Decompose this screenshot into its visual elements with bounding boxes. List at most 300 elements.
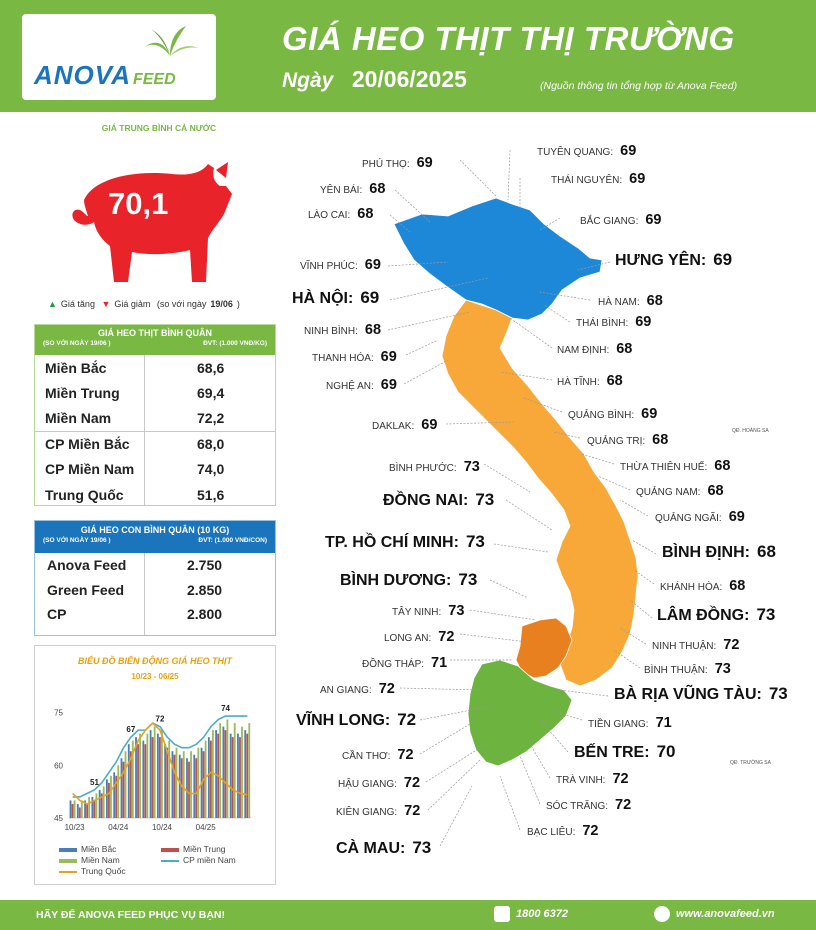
- piglet-table-title: GIÁ HEO CON BÌNH QUÂN (10 KG): [80, 525, 230, 535]
- chart-bar: [203, 751, 205, 818]
- province-price: 68: [714, 458, 731, 474]
- logo-wordmark: [34, 60, 176, 91]
- chart-bar: [79, 807, 81, 818]
- province-label: [325, 532, 485, 552]
- province-price: 68: [707, 483, 724, 499]
- piglet-table-row: [35, 553, 275, 578]
- province-price: 68: [729, 578, 746, 594]
- legend-swatch: [59, 871, 77, 873]
- chart-bar: [248, 723, 250, 818]
- chart-bar: [74, 800, 76, 818]
- piglet-table-body: [35, 553, 275, 627]
- market-table-row: [35, 432, 275, 457]
- chart-bar: [232, 737, 234, 818]
- map-region-mekong: [468, 660, 572, 766]
- province-label: [336, 802, 420, 820]
- chart-legend-item: [59, 866, 126, 876]
- piglet-table-row: [35, 578, 275, 603]
- province-label: [336, 838, 431, 858]
- province-name: VĨNH LONG:: [296, 712, 391, 729]
- province-label: [598, 292, 663, 310]
- chart-bar: [244, 730, 246, 818]
- province-label: [372, 416, 437, 434]
- province-price: 73: [756, 605, 776, 624]
- piglet-table-row: [35, 602, 275, 627]
- province-price: 72: [612, 771, 629, 787]
- province-label: [320, 680, 395, 698]
- province-label: [392, 602, 464, 620]
- province-label: [300, 256, 381, 274]
- chart-bar: [188, 762, 190, 818]
- province-name: TRÀ VINH:: [556, 775, 606, 786]
- province-price: 68: [364, 322, 382, 338]
- market-table-row-value: 51,6: [197, 486, 225, 503]
- province-name: LONG AN:: [384, 633, 432, 644]
- header-bar: [0, 0, 816, 112]
- province-name: BÌNH PHƯỚC:: [389, 463, 457, 474]
- page-title: GIÁ HEO THỊT THỊ TRƯỜNG: [282, 20, 735, 57]
- globe-icon: [654, 906, 670, 922]
- market-table-row-name: Miền Bắc: [45, 359, 107, 376]
- chart-bar: [86, 804, 88, 818]
- chart-bar: [70, 800, 72, 818]
- province-leader-line: [620, 500, 648, 516]
- chart-x-tick: 04/24: [108, 823, 129, 832]
- province-name: VĨNH PHÚC:: [300, 261, 358, 272]
- province-name: QUẢNG TRỊ:: [587, 436, 646, 447]
- province-leader-line: [406, 340, 438, 355]
- province-label: [384, 628, 454, 646]
- market-table-row-name: Trung Quốc: [45, 486, 124, 503]
- chart-data-label: 74: [221, 704, 230, 714]
- province-name: TÂY NINH:: [392, 607, 442, 618]
- province-name: YÊN BÁI:: [320, 185, 363, 196]
- province-price: 69: [620, 143, 637, 159]
- legend-up-label: Giá tăng: [60, 299, 95, 309]
- province-label: [296, 710, 416, 730]
- legend-swatch: [161, 860, 179, 862]
- province-label: [551, 170, 645, 188]
- province-name: NINH THUẬN:: [652, 641, 717, 652]
- price-legend: [48, 299, 244, 309]
- province-name: BẠC LIÊU:: [527, 827, 576, 838]
- market-table-header: [35, 325, 275, 355]
- province-label: [657, 605, 775, 625]
- piglet-table-row-value: 2.800: [187, 606, 223, 623]
- province-price: 68: [369, 181, 386, 197]
- market-table-row-value: 74,0: [197, 461, 225, 478]
- chart-bar: [152, 737, 154, 818]
- national-average-title: GIÁ TRUNG BÌNH CẢ NƯỚC: [101, 123, 217, 133]
- province-name: QUẢNG BÌNH:: [568, 410, 635, 421]
- province-price: 68: [757, 542, 776, 561]
- province-leader-line: [484, 464, 530, 492]
- chart-data-label: 72: [155, 714, 165, 724]
- province-name: BÌNH ĐỊNH:: [662, 544, 750, 561]
- province-name: AN GIANG:: [320, 685, 372, 696]
- province-price: 73: [768, 684, 788, 703]
- chart-bar: [193, 755, 195, 818]
- province-price: 71: [431, 655, 448, 671]
- province-price: 70: [656, 742, 676, 761]
- market-table-row: [35, 457, 275, 482]
- province-price: 69: [421, 417, 438, 433]
- province-price: 69: [380, 349, 397, 365]
- province-price: 73: [465, 532, 485, 551]
- province-price: 72: [723, 637, 740, 653]
- province-name: NINH BÌNH:: [304, 326, 358, 337]
- province-name: BÀ RỊA VŨNG TÀU:: [614, 686, 762, 703]
- logo-sub-text: FEED: [132, 71, 176, 88]
- chart-bar: [110, 776, 112, 818]
- chart-bar: [159, 737, 161, 818]
- national-average-value: 70,1: [108, 186, 169, 221]
- province-price: 72: [397, 747, 414, 763]
- footer-bar: [0, 900, 816, 930]
- province-name: BÌNH DƯƠNG:: [340, 572, 452, 589]
- province-label: [308, 205, 373, 223]
- province-price: 72: [404, 803, 421, 819]
- province-price: 73: [412, 838, 432, 857]
- chart-bar: [183, 751, 185, 818]
- chart-bar: [121, 758, 123, 818]
- chart-legend-item: [161, 855, 236, 865]
- province-label: [615, 250, 732, 270]
- leaf-icon: [140, 24, 200, 58]
- market-table-body: [35, 355, 275, 507]
- chart-bar: [230, 734, 232, 818]
- date-label: Ngày: [282, 69, 334, 92]
- chart-bar: [168, 741, 170, 818]
- market-table-row-name: Miền Nam: [45, 409, 112, 426]
- legend-label: Miền Bắc: [81, 844, 117, 854]
- chart-bar: [219, 723, 221, 818]
- phone-icon: [494, 906, 510, 922]
- piglet-table-compare: (SO VỚI NGÀY 19/06 ): [43, 537, 111, 544]
- legend-compare-date: 19/06: [210, 299, 233, 309]
- market-table-row-value: 68,6: [197, 359, 225, 376]
- market-table-row-value: 69,4: [197, 384, 225, 401]
- province-label: [587, 431, 668, 449]
- market-table-divider: [144, 355, 145, 506]
- province-label: [662, 542, 776, 562]
- chart-x-tick: 10/23: [64, 823, 85, 832]
- province-price: 72: [582, 823, 599, 839]
- chart-data-label: 51: [90, 777, 99, 787]
- province-label: [644, 660, 731, 678]
- chart-legend-item: [59, 844, 116, 854]
- province-leader-line: [460, 160, 496, 196]
- province-leader-line: [544, 305, 570, 322]
- province-price: 69: [380, 377, 397, 393]
- market-price-table: [34, 324, 276, 506]
- chart-bar: [195, 758, 197, 818]
- province-price: 69: [645, 212, 662, 228]
- chart-x-tick: 04/25: [195, 823, 216, 832]
- province-label: [326, 376, 397, 394]
- province-label: [556, 770, 629, 788]
- chart-bar: [137, 744, 139, 818]
- chart-bar: [88, 797, 90, 818]
- province-label: [304, 321, 381, 339]
- chart-bar: [81, 800, 83, 818]
- chart-y-tick: 45: [54, 814, 63, 823]
- province-name: BÌNH THUẬN:: [644, 665, 708, 676]
- province-name: DAKLAK:: [372, 421, 415, 432]
- chart-bar: [205, 741, 207, 818]
- province-price: 73: [475, 490, 495, 509]
- province-label: [636, 482, 724, 500]
- province-price: 72: [403, 775, 421, 791]
- market-table-row: [35, 482, 275, 507]
- province-leader-line: [530, 744, 550, 778]
- chart-bar: [210, 741, 212, 818]
- piglet-table-row-name: CP: [47, 606, 67, 623]
- province-leader-line: [440, 786, 472, 846]
- province-leader-line: [404, 360, 448, 384]
- chart-bar: [144, 744, 146, 818]
- province-label: [620, 457, 730, 475]
- legend-label: Miền Nam: [81, 855, 120, 865]
- chart-bar: [139, 734, 141, 818]
- chart-bar: [237, 734, 239, 818]
- chart-bar: [164, 744, 166, 818]
- vietnam-map: [290, 120, 790, 880]
- chart-bar: [246, 734, 248, 818]
- chart-bar: [142, 741, 144, 818]
- province-name: QUẢNG NGÃI:: [655, 513, 722, 524]
- piglet-table-row-name: Green Feed: [47, 581, 125, 598]
- legend-swatch: [59, 848, 77, 852]
- province-name: HÀ NAM:: [598, 297, 640, 308]
- province-label: [588, 714, 672, 732]
- chart-bar: [108, 783, 110, 818]
- province-price: 73: [714, 661, 731, 677]
- province-price: 69: [360, 288, 380, 307]
- market-table-compare: (SO VỚI NGÀY 19/06 ): [43, 340, 111, 347]
- province-label: [292, 288, 379, 308]
- chart-bar: [146, 734, 148, 818]
- chart-bar: [106, 779, 108, 818]
- chart-bar: [225, 730, 227, 818]
- market-table-row-value: 72,2: [197, 409, 225, 426]
- chart-bar: [172, 751, 174, 818]
- footer-slogan: HÃY ĐỂ ANOVA FEED PHỤC VỤ BẠN!: [36, 909, 226, 921]
- chart-bar: [103, 786, 105, 818]
- chart-y-tick: 60: [54, 761, 63, 771]
- legend-swatch: [59, 859, 77, 863]
- market-table-row-name: CP Miền Bắc: [45, 436, 130, 453]
- legend-label: CP miền Nam: [183, 855, 236, 865]
- chart-y-tick: 75: [54, 708, 63, 718]
- province-label: [655, 508, 745, 526]
- province-name: NGHỆ AN:: [326, 381, 374, 392]
- chart-bar: [93, 800, 95, 818]
- chart-bar: [113, 772, 115, 818]
- triangle-up-icon: ▲: [48, 299, 57, 309]
- market-table-title: GIÁ HEO THỊT BÌNH QUÂN: [98, 328, 212, 338]
- chart-data-label: 67: [126, 725, 136, 735]
- province-leader-line: [494, 544, 548, 552]
- chart-bar: [197, 748, 199, 818]
- province-leader-line: [520, 756, 540, 804]
- province-name: TP. HỒ CHÍ MINH:: [325, 534, 459, 551]
- chart-bar: [154, 727, 156, 818]
- province-price: 68: [357, 206, 374, 222]
- province-label: [342, 746, 414, 764]
- chart-legend-item: [161, 844, 226, 854]
- province-price: 72: [615, 797, 632, 813]
- market-table-row: [35, 380, 275, 405]
- islands-hoang-sa: QĐ. HOÀNG SA: [732, 428, 769, 434]
- province-label: [362, 154, 433, 172]
- province-name: HÀ NỘI:: [292, 290, 354, 307]
- piglet-price-table: [34, 520, 276, 636]
- legend-compare-text: (so với ngày: [156, 299, 207, 309]
- province-name: HÀ TĨNH:: [557, 377, 600, 388]
- province-label: [660, 577, 745, 595]
- chart-bar: [77, 804, 79, 818]
- chart-bar: [161, 730, 163, 818]
- chart-bar: [174, 755, 176, 818]
- legend-label: Miền Trung: [183, 844, 226, 854]
- chart-bar: [227, 720, 229, 818]
- legend-compare-close: ): [236, 299, 240, 309]
- province-price: 69: [416, 155, 433, 171]
- province-label: [568, 405, 657, 423]
- province-label: [576, 313, 651, 331]
- province-label: [362, 654, 447, 672]
- piglet-table-header: [35, 521, 275, 553]
- chart-bar: [91, 797, 93, 818]
- province-label: [383, 490, 494, 510]
- province-label: [574, 742, 675, 762]
- market-table-row: [35, 405, 275, 430]
- province-price: 72: [378, 681, 395, 697]
- province-label: [557, 340, 632, 358]
- province-price: 68: [616, 341, 633, 357]
- province-price: 69: [629, 171, 646, 187]
- legend-down-label: Giá giảm: [114, 299, 151, 309]
- province-name: THỪA THIÊN HUẾ:: [620, 462, 708, 473]
- province-label: [527, 822, 599, 840]
- province-label: [338, 774, 420, 792]
- province-price: 73: [463, 459, 480, 475]
- chart-bar: [157, 734, 159, 818]
- province-name: KHÁNH HÒA:: [660, 582, 723, 593]
- chart-bar: [72, 804, 74, 818]
- province-leader-line: [420, 724, 470, 754]
- province-price: 73: [448, 603, 465, 619]
- province-name: HẬU GIANG:: [338, 779, 397, 790]
- province-price: 68: [646, 293, 663, 309]
- chart-bar: [190, 751, 192, 818]
- triangle-down-icon: ▼: [101, 299, 111, 309]
- province-label: [557, 372, 623, 390]
- province-name: LÀO CAI:: [308, 210, 351, 221]
- province-price: 73: [458, 570, 478, 589]
- market-table-unit: ĐVT: (1.000 VNĐ/KG): [203, 340, 267, 347]
- province-price: 69: [364, 257, 381, 273]
- province-leader-line: [490, 580, 528, 598]
- province-name: PHÚ THỌ:: [362, 159, 410, 170]
- province-leader-line: [428, 760, 480, 810]
- province-price: 72: [438, 629, 455, 645]
- chart-subtitle: 10/23 - 06/25: [131, 672, 179, 681]
- islands-truong-sa: QĐ. TRƯỜNG SA: [730, 760, 771, 766]
- footer-phone[interactable]: 1800 6372: [516, 908, 568, 920]
- province-leader-line: [500, 776, 520, 830]
- province-name: SÓC TRĂNG:: [546, 801, 609, 812]
- province-label: [614, 684, 788, 704]
- piglet-table-row-name: Anova Feed: [47, 557, 127, 574]
- province-price: 71: [655, 715, 672, 731]
- piglet-table-divider: [144, 553, 145, 635]
- province-name: CẦN THƠ:: [342, 751, 391, 762]
- province-price: 68: [652, 432, 669, 448]
- chart-title: BIỂU ĐỒ BIẾN ĐỘNG GIÁ HEO THỊT: [77, 656, 232, 666]
- province-leader-line: [506, 500, 552, 530]
- chart-bar: [117, 765, 119, 818]
- logo-main-text: ANOVA: [34, 60, 131, 90]
- province-name: TUYÊN QUANG:: [537, 147, 614, 158]
- chart-bar: [150, 730, 152, 818]
- province-label: [389, 458, 480, 476]
- chart-bar: [99, 790, 101, 818]
- province-leader-line: [470, 610, 536, 620]
- province-price: 69: [728, 509, 745, 525]
- chart-bar: [176, 748, 178, 818]
- province-name: CÀ MAU:: [336, 840, 406, 857]
- market-table-row-name: CP Miền Nam: [45, 461, 135, 478]
- province-label: [537, 142, 636, 160]
- chart-bar: [181, 758, 183, 818]
- legend-swatch: [161, 848, 179, 852]
- market-table-row-value: 68,0: [197, 436, 225, 453]
- province-price: 69: [641, 406, 658, 422]
- chart-x-tick: 10/24: [151, 823, 173, 832]
- province-name: BẾN TRE:: [574, 744, 650, 761]
- source-note: (Nguồn thông tin tổng hợp từ Anova Feed): [540, 80, 738, 92]
- chart-bar: [95, 793, 97, 818]
- province-name: QUẢNG NAM:: [636, 487, 701, 498]
- date-row: [282, 66, 467, 93]
- legend-label: Trung Quốc: [81, 866, 126, 876]
- chart-legend-item: [59, 855, 120, 865]
- chart-bar: [241, 727, 243, 818]
- province-leader-line: [460, 634, 528, 642]
- province-label: [546, 796, 631, 814]
- province-name: THANH HÓA:: [312, 353, 374, 364]
- province-name: LÂM ĐỒNG:: [657, 607, 750, 624]
- chart-bar: [239, 737, 241, 818]
- chart-bar: [125, 751, 127, 818]
- piglet-table-unit: ĐVT: (1.000 VNĐ/CON): [198, 537, 267, 544]
- province-price: 68: [606, 373, 623, 389]
- province-label: [652, 636, 739, 654]
- province-leader-line: [632, 540, 656, 554]
- footer-website[interactable]: www.anovafeed.vn: [676, 908, 775, 920]
- chart-bar: [208, 737, 210, 818]
- province-name: ĐỒNG NAI:: [383, 492, 469, 509]
- piglet-table-row-value: 2.850: [187, 581, 223, 598]
- chart-bar: [128, 744, 130, 818]
- province-name: BẮC GIANG:: [580, 216, 639, 227]
- province-name: THÁI NGUYÊN:: [551, 175, 623, 186]
- province-price: 69: [635, 314, 652, 330]
- anova-feed-logo[interactable]: [22, 14, 216, 100]
- chart-bar: [222, 727, 224, 818]
